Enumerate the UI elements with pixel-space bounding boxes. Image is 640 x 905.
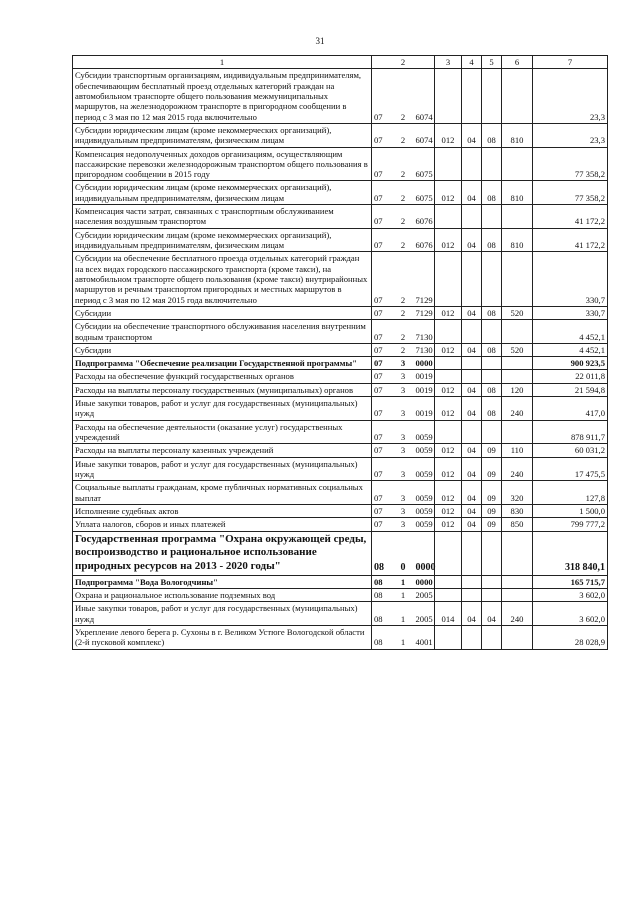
code-chapter-cell: 04 xyxy=(462,504,482,517)
code-article-cell: 0000 xyxy=(415,576,433,587)
code-ministry-cell xyxy=(435,370,462,383)
item-name-cell: Подпрограмма "Обеспечение реализации Государственной программы" xyxy=(73,357,372,370)
code-expense-type-cell: 240 xyxy=(502,397,533,421)
page-number: 31 xyxy=(315,36,325,46)
header-cell: 7 xyxy=(533,56,608,69)
code-section-cell: 07 xyxy=(372,320,393,344)
code-subsection-cell: 2 xyxy=(393,69,414,124)
header-cell: 5 xyxy=(482,56,502,69)
code-chapter-cell: 04 xyxy=(462,343,482,356)
code-section-cell: 07 xyxy=(372,444,393,457)
item-name-cell: Расходы на выплаты персоналу государственных (муниципальных) органов xyxy=(73,383,372,396)
code-chapter-cell xyxy=(462,252,482,307)
item-name-cell: Субсидии транспортным организациям, индивидуальным предпринимателям, обеспечивающим бесплатный проезд отдельных категорий граждан на автомобильном транспорте общего пользования межмуниципальных маршрутов, на железнодорожном транспорте в пригородном сообщении в период с 3 мая по 12 мая 2015 года включительно xyxy=(73,69,372,124)
header-cell: 2 xyxy=(372,56,435,69)
amount-cell: 41 172,2 xyxy=(533,228,608,252)
amount-cell: 22 011,8 xyxy=(533,370,608,383)
table-row xyxy=(73,252,608,307)
item-name-cell: Исполнение судебных актов xyxy=(73,504,372,517)
code-subsection-cell: 3 xyxy=(393,504,414,517)
table-row xyxy=(73,320,608,344)
item-name-cell: Компенсация недополученных доходов организациям, осуществляющим пассажирские перевозки железнодорожным транспортом общего пользования в пригородном сообщении в 2015 году xyxy=(73,147,372,181)
code-section-cell: 07 xyxy=(372,343,393,356)
amount-cell: 60 031,2 xyxy=(533,444,608,457)
code-subchapter-cell xyxy=(482,252,502,307)
code-article-cell: 7130 xyxy=(415,344,433,355)
amount-cell: 41 172,2 xyxy=(533,205,608,229)
code-subchapter-cell: 09 xyxy=(482,518,502,531)
code-chapter-cell xyxy=(462,589,482,602)
code-expense-type-cell: 520 xyxy=(502,306,533,319)
code-section-cell: 07 xyxy=(372,457,393,481)
code-section-cell: 07 xyxy=(372,481,393,505)
code-section-cell: 08 xyxy=(372,531,393,575)
amount-cell: 23,3 xyxy=(533,123,608,147)
code-chapter-cell xyxy=(462,320,482,344)
amount-cell: 330,7 xyxy=(533,306,608,319)
amount-cell: 4 452,1 xyxy=(533,343,608,356)
code-subchapter-cell xyxy=(482,575,502,588)
code-article-cell: 0000 xyxy=(415,358,433,369)
code-section-cell: 07 xyxy=(372,181,393,205)
table-row xyxy=(73,383,608,396)
table-row xyxy=(73,205,608,229)
code-expense-type-cell: 110 xyxy=(502,444,533,457)
code-article-cell: 6076 xyxy=(414,228,435,252)
code-subsection-cell: 1 xyxy=(393,589,414,602)
table-row xyxy=(73,575,608,588)
item-name-cell: Иные закупки товаров, работ и услуг для государственных (муниципальных) нужд xyxy=(73,397,372,421)
code-section-cell: 07 xyxy=(372,370,393,383)
code-ministry-cell xyxy=(435,205,462,229)
item-name-cell: Субсидии юридическим лицам (кроме некоммерческих организаций), индивидуальным предпринимателям, физическим лицам xyxy=(73,123,372,147)
code-subsection-cell: 3 xyxy=(393,383,414,396)
table-row xyxy=(73,420,608,444)
item-name-cell: Расходы на выплаты персоналу казенных учреждений xyxy=(73,444,372,457)
code-chapter-cell xyxy=(462,147,482,181)
amount-cell: 417,0 xyxy=(533,397,608,421)
amount-cell: 3 602,0 xyxy=(533,589,608,602)
amount-cell: 28 028,9 xyxy=(533,626,608,650)
amount-cell: 3 602,0 xyxy=(533,602,608,626)
table-row xyxy=(73,504,608,517)
code-subsection-cell: 2 xyxy=(393,306,414,319)
item-name-cell: Субсидии xyxy=(73,343,372,356)
code-article-cell: 0059 xyxy=(415,519,433,530)
code-article-cell: 0019 xyxy=(414,397,435,421)
code-ministry-cell: 012 xyxy=(435,123,462,147)
code-article-cell: 4001 xyxy=(414,626,435,650)
code-chapter-cell: 04 xyxy=(462,383,482,396)
code-article-cell: 0059 xyxy=(415,445,433,456)
code-subsection-cell: 3 xyxy=(393,420,414,444)
code-expense-type-cell: 120 xyxy=(502,383,533,396)
code-section-cell: 08 xyxy=(372,589,393,602)
header-cell: 6 xyxy=(502,56,533,69)
code-subsection-cell: 2 xyxy=(393,181,414,205)
code-subsection-cell: 3 xyxy=(393,397,414,421)
code-section-cell: 07 xyxy=(372,123,393,147)
table-row xyxy=(73,306,608,319)
item-name-cell: Расходы на обеспечение функций государственных органов xyxy=(73,370,372,383)
code-article-cell: 0059 xyxy=(415,505,433,516)
code-expense-type-cell: 810 xyxy=(502,181,533,205)
code-ministry-cell: 012 xyxy=(435,181,462,205)
amount-cell: 165 715,7 xyxy=(533,575,608,588)
code-article-cell: 0019 xyxy=(415,384,433,395)
code-subsection-cell: 0 xyxy=(393,531,414,575)
code-subchapter-cell xyxy=(482,531,502,575)
code-subchapter-cell xyxy=(482,147,502,181)
code-section-cell: 07 xyxy=(372,397,393,421)
item-name-cell: Субсидии юридическим лицам (кроме некоммерческих организаций), индивидуальным предпринимателям, физическим лицам xyxy=(73,181,372,205)
code-expense-type-cell xyxy=(502,147,533,181)
amount-cell: 799 777,2 xyxy=(533,518,608,531)
item-name-cell: Субсидии xyxy=(73,306,372,319)
table-row xyxy=(73,531,608,575)
code-section-cell: 07 xyxy=(372,504,393,517)
code-article-cell: 6075 xyxy=(414,181,435,205)
code-subsection-cell: 2 xyxy=(393,343,414,356)
code-ministry-cell: 012 xyxy=(435,504,462,517)
code-expense-type-cell: 320 xyxy=(502,481,533,505)
code-chapter-cell xyxy=(462,69,482,124)
table-row xyxy=(73,481,608,505)
code-article-cell: 2005 xyxy=(415,590,433,601)
code-section-cell: 07 xyxy=(372,228,393,252)
table-row xyxy=(73,147,608,181)
amount-cell: 17 475,5 xyxy=(533,457,608,481)
code-expense-type-cell xyxy=(502,370,533,383)
code-expense-type-cell: 810 xyxy=(502,123,533,147)
code-section-cell: 07 xyxy=(372,306,393,319)
code-chapter-cell: 04 xyxy=(462,123,482,147)
code-ministry-cell: 012 xyxy=(435,481,462,505)
item-name-cell: Укрепление левого берега р. Сухоны в г. Великом Устюге Вологодской области (2-й пусковой комплекс) xyxy=(73,626,372,650)
amount-cell: 23,3 xyxy=(533,69,608,124)
header-cell: 4 xyxy=(462,56,482,69)
code-article-cell: 6076 xyxy=(414,205,435,229)
amount-cell: 77 358,2 xyxy=(533,147,608,181)
table-row xyxy=(73,228,608,252)
budget-table xyxy=(72,55,608,650)
code-section-cell: 07 xyxy=(372,69,393,124)
code-ministry-cell xyxy=(435,252,462,307)
code-ministry-cell: 014 xyxy=(435,602,462,626)
code-chapter-cell xyxy=(462,420,482,444)
item-name-cell: Социальные выплаты гражданам, кроме публичных нормативных социальных выплат xyxy=(73,481,372,505)
code-subchapter-cell xyxy=(482,69,502,124)
code-subsection-cell: 2 xyxy=(393,228,414,252)
code-subchapter-cell xyxy=(482,370,502,383)
code-ministry-cell: 012 xyxy=(435,228,462,252)
table-row xyxy=(73,370,608,383)
item-name-cell: Охрана и рациональное использование подземных вод xyxy=(73,589,372,602)
code-chapter-cell: 04 xyxy=(462,397,482,421)
code-section-cell: 07 xyxy=(372,147,393,181)
code-subchapter-cell: 08 xyxy=(482,181,502,205)
code-article-cell: 6074 xyxy=(414,69,435,124)
code-subchapter-cell xyxy=(482,357,502,370)
table-row xyxy=(73,343,608,356)
code-expense-type-cell xyxy=(502,420,533,444)
code-ministry-cell xyxy=(435,357,462,370)
code-subsection-cell: 3 xyxy=(393,518,414,531)
table-row xyxy=(73,397,608,421)
code-subchapter-cell: 04 xyxy=(482,602,502,626)
code-subsection-cell: 3 xyxy=(393,457,414,481)
item-name-cell: Расходы на обеспечение деятельности (оказание услуг) государственных учреждений xyxy=(73,420,372,444)
table-row xyxy=(73,602,608,626)
item-name-cell: Иные закупки товаров, работ и услуг для государственных (муниципальных) нужд xyxy=(73,457,372,481)
code-subsection-cell: 2 xyxy=(393,320,414,344)
table-row xyxy=(73,123,608,147)
code-section-cell: 07 xyxy=(372,383,393,396)
code-article-cell: 0059 xyxy=(414,420,435,444)
code-expense-type-cell: 240 xyxy=(502,602,533,626)
code-subchapter-cell xyxy=(482,320,502,344)
amount-cell: 318 840,1 xyxy=(533,531,608,575)
item-name-cell: Компенсация части затрат, связанных с транспортным обслуживанием населения воздушным транспортом xyxy=(73,205,372,229)
code-chapter-cell xyxy=(462,531,482,575)
table-row xyxy=(73,69,608,124)
code-subchapter-cell xyxy=(482,420,502,444)
table-row xyxy=(73,357,608,370)
code-article-cell: 0000 xyxy=(414,531,435,575)
code-article-cell: 7129 xyxy=(414,252,435,307)
code-expense-type-cell xyxy=(502,575,533,588)
code-subsection-cell: 2 xyxy=(393,205,414,229)
code-subsection-cell: 3 xyxy=(393,370,414,383)
code-subsection-cell: 2 xyxy=(393,252,414,307)
item-name-cell: Субсидии юридическим лицам (кроме некоммерческих организаций), индивидуальным предпринимателям, физическим лицам xyxy=(73,228,372,252)
code-section-cell: 07 xyxy=(372,357,393,370)
code-ministry-cell: 012 xyxy=(435,444,462,457)
code-subchapter-cell: 08 xyxy=(482,343,502,356)
code-ministry-cell xyxy=(435,575,462,588)
code-article-cell: 7129 xyxy=(415,307,433,318)
code-ministry-cell: 012 xyxy=(435,343,462,356)
code-chapter-cell xyxy=(462,357,482,370)
code-ministry-cell xyxy=(435,420,462,444)
code-chapter-cell: 04 xyxy=(462,481,482,505)
code-expense-type-cell xyxy=(502,357,533,370)
code-article-cell: 7130 xyxy=(414,320,435,344)
code-ministry-cell: 012 xyxy=(435,518,462,531)
code-subsection-cell: 1 xyxy=(393,626,414,650)
code-section-cell: 07 xyxy=(372,420,393,444)
code-chapter-cell: 04 xyxy=(462,457,482,481)
code-article-cell: 0059 xyxy=(414,457,435,481)
code-chapter-cell: 04 xyxy=(462,228,482,252)
code-subchapter-cell: 08 xyxy=(482,397,502,421)
item-name-cell: Государственная программа "Охрана окружающей среды, воспроизводство и рациональное использование природных ресурсов на 2013 - 2020 годы" xyxy=(73,531,372,575)
code-ministry-cell: 012 xyxy=(435,306,462,319)
code-article-cell: 6075 xyxy=(414,147,435,181)
code-section-cell: 07 xyxy=(372,252,393,307)
code-subchapter-cell: 09 xyxy=(482,504,502,517)
code-section-cell: 08 xyxy=(372,626,393,650)
code-expense-type-cell xyxy=(502,205,533,229)
code-expense-type-cell: 240 xyxy=(502,457,533,481)
table-row xyxy=(73,589,608,602)
code-subsection-cell: 2 xyxy=(393,147,414,181)
table-row xyxy=(73,518,608,531)
code-subsection-cell: 3 xyxy=(393,357,414,370)
code-ministry-cell: 012 xyxy=(435,397,462,421)
table-row xyxy=(73,444,608,457)
code-chapter-cell xyxy=(462,205,482,229)
code-expense-type-cell xyxy=(502,531,533,575)
code-section-cell: 07 xyxy=(372,205,393,229)
item-name-cell: Уплата налогов, сборов и иных платежей xyxy=(73,518,372,531)
code-article-cell: 2005 xyxy=(414,602,435,626)
code-chapter-cell: 04 xyxy=(462,444,482,457)
code-subchapter-cell: 08 xyxy=(482,123,502,147)
code-expense-type-cell xyxy=(502,69,533,124)
code-ministry-cell xyxy=(435,626,462,650)
code-subchapter-cell: 09 xyxy=(482,481,502,505)
code-subsection-cell: 3 xyxy=(393,481,414,505)
code-article-cell: 6074 xyxy=(414,123,435,147)
amount-cell: 1 500,0 xyxy=(533,504,608,517)
code-subchapter-cell: 08 xyxy=(482,383,502,396)
code-chapter-cell xyxy=(462,626,482,650)
amount-cell: 4 452,1 xyxy=(533,320,608,344)
code-subsection-cell: 3 xyxy=(393,444,414,457)
code-subchapter-cell xyxy=(482,589,502,602)
amount-cell: 900 923,5 xyxy=(533,357,608,370)
code-expense-type-cell xyxy=(502,252,533,307)
code-expense-type-cell: 830 xyxy=(502,504,533,517)
code-chapter-cell xyxy=(462,370,482,383)
code-subchapter-cell: 09 xyxy=(482,444,502,457)
code-subchapter-cell: 08 xyxy=(482,306,502,319)
amount-cell: 77 358,2 xyxy=(533,181,608,205)
code-chapter-cell: 04 xyxy=(462,181,482,205)
code-ministry-cell: 012 xyxy=(435,457,462,481)
header-cell: 1 xyxy=(73,56,372,69)
item-name-cell: Иные закупки товаров, работ и услуг для государственных (муниципальных) нужд xyxy=(73,602,372,626)
code-subchapter-cell xyxy=(482,626,502,650)
code-article-cell: 0019 xyxy=(415,371,433,382)
amount-cell: 878 911,7 xyxy=(533,420,608,444)
code-chapter-cell xyxy=(462,575,482,588)
item-name-cell: Субсидии на обеспечение транспортного обслуживания населения внутренним водным транспортом xyxy=(73,320,372,344)
code-ministry-cell xyxy=(435,147,462,181)
code-ministry-cell xyxy=(435,320,462,344)
amount-cell: 127,8 xyxy=(533,481,608,505)
code-expense-type-cell xyxy=(502,589,533,602)
code-section-cell: 07 xyxy=(372,518,393,531)
code-section-cell: 08 xyxy=(372,602,393,626)
code-section-cell: 08 xyxy=(372,575,393,588)
code-chapter-cell: 04 xyxy=(462,518,482,531)
code-subsection-cell: 1 xyxy=(393,602,414,626)
item-name-cell: Подпрограмма "Вода Вологодчины" xyxy=(73,575,372,588)
code-chapter-cell: 04 xyxy=(462,602,482,626)
code-ministry-cell xyxy=(435,589,462,602)
code-ministry-cell xyxy=(435,531,462,575)
header-cell: 3 xyxy=(435,56,462,69)
code-expense-type-cell xyxy=(502,320,533,344)
amount-cell: 330,7 xyxy=(533,252,608,307)
table-row xyxy=(73,626,608,650)
item-name-cell: Субсидии на обеспечение бесплатного проезда отдельных категорий граждан на всех видах городского пассажирского транспорта (кроме такси), на автомобильном транспорте общего пользования (кроме такси) внутрирайонных маршрутов и речным транспортом пригородных и местных маршрутов в период с 3 мая по 12 мая 2015 года включительно xyxy=(73,252,372,307)
code-subsection-cell: 1 xyxy=(393,575,414,588)
amount-cell: 21 594,8 xyxy=(533,383,608,396)
code-expense-type-cell xyxy=(502,626,533,650)
code-chapter-cell: 04 xyxy=(462,306,482,319)
code-subchapter-cell: 09 xyxy=(482,457,502,481)
code-subchapter-cell xyxy=(482,205,502,229)
code-expense-type-cell: 810 xyxy=(502,228,533,252)
code-subsection-cell: 2 xyxy=(393,123,414,147)
code-expense-type-cell: 520 xyxy=(502,343,533,356)
code-subchapter-cell: 08 xyxy=(482,228,502,252)
table-header-row xyxy=(73,56,608,69)
code-expense-type-cell: 850 xyxy=(502,518,533,531)
table-row xyxy=(73,181,608,205)
table-body xyxy=(73,69,608,649)
code-article-cell: 0059 xyxy=(414,481,435,505)
code-ministry-cell: 012 xyxy=(435,383,462,396)
code-ministry-cell xyxy=(435,69,462,124)
table-row xyxy=(73,457,608,481)
